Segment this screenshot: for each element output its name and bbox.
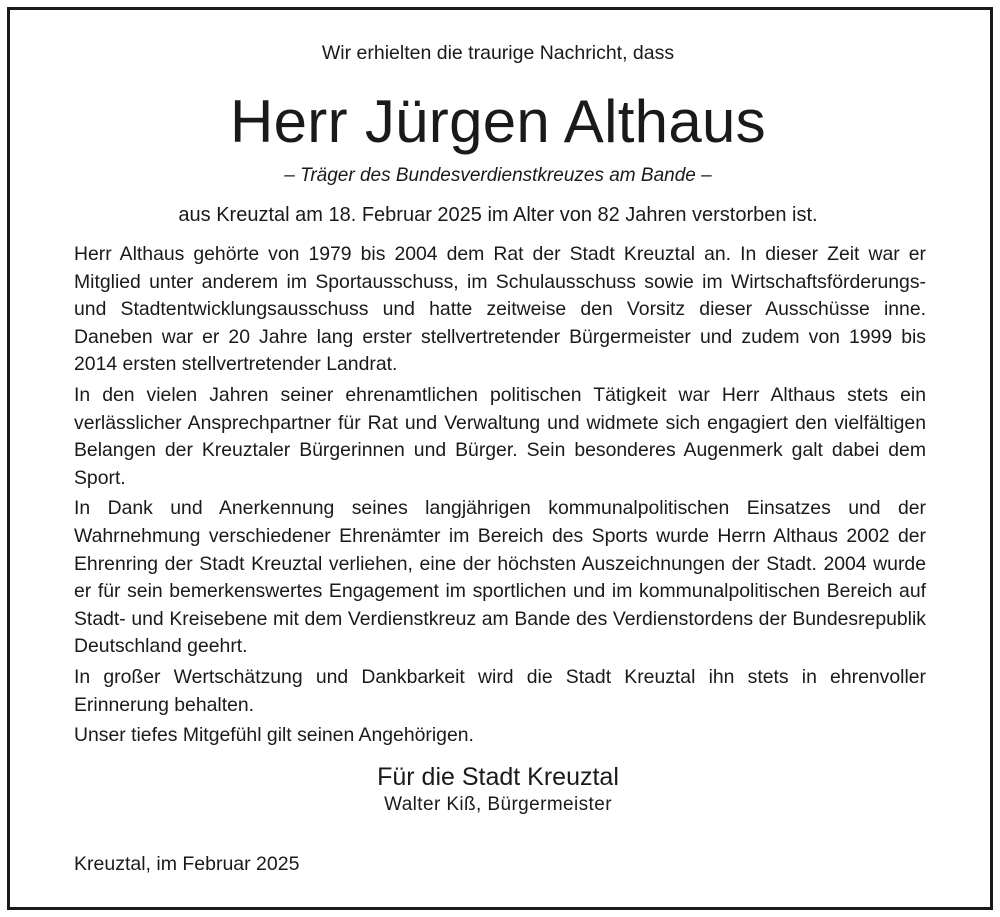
deceased-name: Herr Jürgen Althaus xyxy=(230,88,766,155)
body-paragraph: In Dank und Anerkennung seines langjährigen kommunalpolitischen Einsatzes und der Wahrnehmung verschiedener Ehrenämter im Bereich des Sports wurde Herrn Althaus 2002 der Ehrenring der Stadt Kreuztal verliehen, eine der höchsten Auszeichnungen der Stadt. 2004 wurde er für sein bemerkenswertes Engagement im sportlichen und im kommunalpolitischen Bereich auf Stadt- und Kreisebene mit dem Verdienstkreuz am Bande des Verdienstordens der Bundesrepublik Deutschland geehrt. xyxy=(74,497,926,658)
body-paragraph: In großer Wertschätzung und Dankbarkeit wird die Stadt Kreuztal ihn stets in ehrenvoller Erinnerung behalten. xyxy=(74,665,926,716)
notice-intro: Wir erhielten die traurige Nachricht, dass xyxy=(321,42,675,64)
honor-subtitle: – Träger des Bundesverdienstkreuzes am Bande – xyxy=(284,165,712,186)
body-paragraph: In den vielen Jahren seiner ehrenamtlichen politischen Tätigkeit war Herr Althaus stets ein verlässlicher Ansprechpartner für Rat und Verwaltung und widmete sich engagiert den vielfältigen Belangen der Kreuztaler Bürgerinnen und Bürger. Sein besonderes Augenmerk galt dabei dem Sport. xyxy=(74,383,926,489)
signature-organization: Für die Stadt Kreuztal xyxy=(377,763,619,791)
body-paragraph: Herr Althaus gehörte von 1979 bis 2004 dem Rat der Stadt Kreuztal an. In dieser Zeit war er Mitglied unter anderem im Sportausschuss, im Schulausschuss sowie im Wirtschaftsförderungs- und Stadtentwicklungsausschuss und hatte zeitweise den Vorsitz dieser Ausschüsse inne. Daneben war er 20 Jahre lang erster stellvertretender Bürgermeister und zudem von 1999 bis 2014 ersten stellvertretender Landrat. xyxy=(74,243,926,376)
place-and-date: Kreuztal, im Februar 2025 xyxy=(74,853,300,875)
body-paragraph: Unser tiefes Mitgefühl gilt seinen Angehörigen. xyxy=(74,724,474,747)
signature-person: Walter Kiß, Bürgermeister xyxy=(384,794,612,815)
notice-body xyxy=(74,241,926,753)
death-announcement: aus Kreuztal am 18. Februar 2025 im Alter von 82 Jahren verstorben ist. xyxy=(178,204,818,226)
signature-block xyxy=(70,761,926,817)
